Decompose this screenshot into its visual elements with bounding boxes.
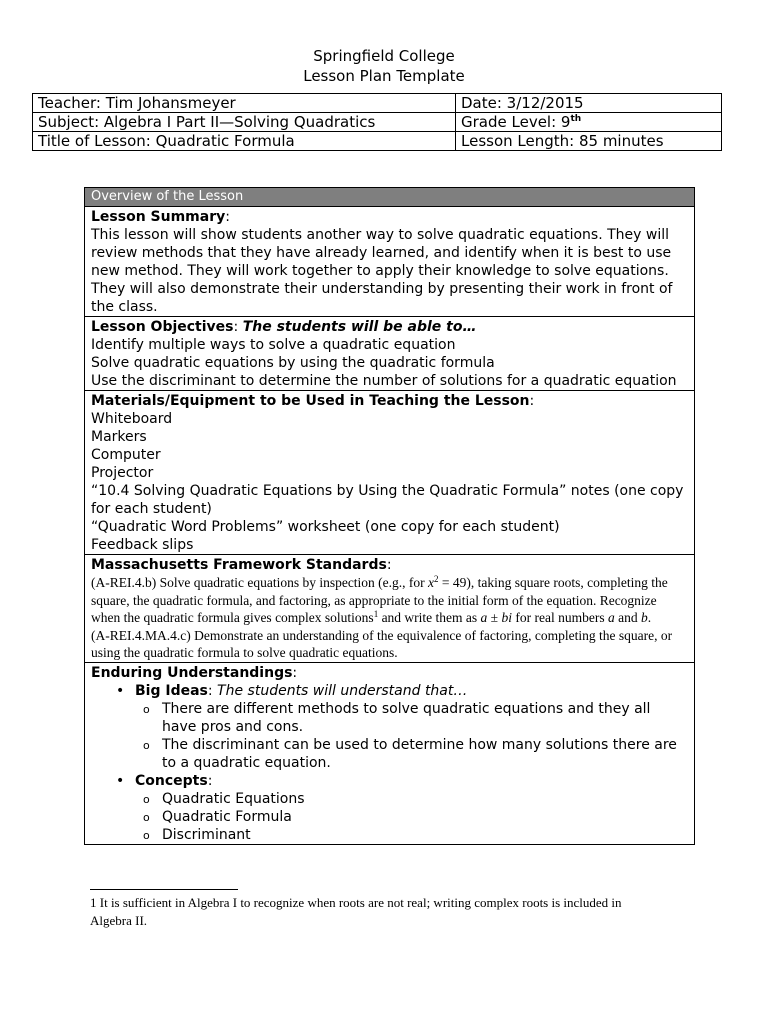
footnote-separator (90, 889, 238, 890)
lesson-info-table (32, 93, 722, 151)
template-name: Lesson Plan Template (303, 67, 465, 85)
concept-item: o Discriminant (91, 826, 688, 844)
college-name: Springfield College (313, 47, 455, 65)
grade-superscript: th (570, 114, 582, 124)
concept-item: o Quadratic Formula (91, 808, 688, 826)
lesson-length-cell: Lesson Length: 85 minutes (456, 132, 722, 151)
material-item: “Quadratic Word Problems” worksheet (one copy for each student) (91, 519, 560, 535)
grade-cell (456, 113, 722, 132)
summary-label: Lesson Summary (91, 209, 226, 225)
page-title (0, 46, 768, 86)
objective-item: Use the discriminant to determine the number of solutions for a quadratic equation (91, 373, 677, 389)
objectives-intro: The students will be able to… (242, 319, 477, 335)
objective-item: Identify multiple ways to solve a quadratic equation (91, 337, 456, 353)
material-item: Feedback slips (91, 537, 194, 553)
big-ideas-bullet: • Big Ideas: The students will understand that… o There are different methods to solve quadratic equations and they all have pros and cons. o The discriminant can be used to determine how many solutions there are to a quadratic equation. (91, 682, 688, 772)
material-item: “10.4 Solving Quadratic Equations by Using the Quadratic Formula” notes (one copy for each student) (91, 483, 684, 517)
lesson-title-cell: Title of Lesson: Quadratic Formula (33, 132, 456, 151)
teacher-cell: Teacher: Tim Johansmeyer (33, 94, 456, 113)
standards-label: Massachusetts Framework Standards (91, 557, 387, 573)
concepts-bullet: • Concepts: o Quadratic Equations o Quadratic Formula o Discriminant (91, 772, 688, 844)
big-ideas-label: Big Ideas (135, 682, 208, 699)
grade-label: Grade Level: 9 (461, 113, 571, 131)
standard-a-rei-4-b: (A-REI.4.b) Solve quadratic equations by inspection (e.g., for $x^2 = 49$), taking square roots, completing the square, the quadratic formula, and factoring, as appropriate to the initial form of the equation. Recognize when the quadratic formula gives complex solutions$^1$ and write them as a ± bi for real numbers a and b. (91, 574, 668, 625)
big-ideas-intro: The students will understand that… (217, 682, 468, 699)
material-item: Projector (91, 465, 154, 481)
materials-section: Materials/Equipment to be Used in Teaching the Lesson: Whiteboard Markers Computer Projector “10.4 Solving Quadratic Equations by Using the Quadratic Formula” notes (one copy for each student) “Quadratic Word Problems” worksheet (one copy for each student) Feedback slips (85, 390, 694, 554)
subject-cell: Subject: Algebra I Part II—Solving Quadratics (33, 113, 456, 132)
concept-item: o Quadratic Equations (91, 790, 688, 808)
material-item: Computer (91, 447, 161, 463)
material-item: Whiteboard (91, 411, 173, 427)
enduring-understandings-section: Enduring Understandings: • Big Ideas: The students will understand that… o There are different methods to solve quadratic equations and they all have pros and cons. o The discriminant can be used to determine how many solutions there are to a quadratic equation. • Concepts: o Quadratic Equations o Quadratic Formula o Discriminant (85, 662, 694, 844)
understandings-label: Enduring Understandings (91, 664, 293, 681)
big-idea-item: o There are different methods to solve quadratic equations and they all have pros and cons. (91, 700, 688, 736)
objectives-label: Lesson Objectives (91, 319, 234, 335)
lesson-overview-table (84, 187, 695, 845)
standards-section: Massachusetts Framework Standards: (A-REI.4.b) Solve quadratic equations by inspection (e.g., for $x^2 = 49$), taking square roots, completing the square, the quadratic formula, and factoring, as appropriate to the initial form of the equation. Recognize when the quadratic formula gives complex solutions$^1$ and write them as a ± bi for real numbers a and b. (A-REI.4.MA.4.c) Demonstrate an understanding of the equivalence of factoring, completing the square, or using the quadratic formula to solve quadratic equations. (85, 554, 694, 662)
lesson-objectives-section: Lesson Objectives: The students will be able to… Identify multiple ways to solve a quadratic equation Solve quadratic equations by using the quadratic formula Use the discriminant to determine the number of solutions for a quadratic equation (85, 316, 694, 390)
concepts-label: Concepts (135, 772, 208, 789)
materials-label: Materials/Equipment to be Used in Teaching the Lesson (91, 393, 530, 409)
footnote: 1 It is sufficient in Algebra I to recognize when roots are not real; writing complex roots is included in Algebra II. (90, 895, 622, 928)
standard-a-rei-4-ma-4-c: (A-REI.4.MA.4.c) Demonstrate an understanding of the equivalence of factoring, completing the square, or using the quadratic formula to solve quadratic equations. (91, 627, 673, 660)
lesson-summary-section: Lesson Summary: This lesson will show students another way to solve quadratic equations. They will review methods that they have already learned, and identify when it is best to use new method. They will work together to apply their knowledge to solve equations. They will also demonstrate their understanding by presenting their work in front of the class. (85, 207, 694, 316)
objective-item: Solve quadratic equations by using the quadratic formula (91, 355, 495, 371)
material-item: Markers (91, 429, 147, 445)
summary-text: This lesson will show students another way to solve quadratic equations. They will review methods that they have already learned, and identify when it is best to use new method. They will work together to apply their knowledge to solve equations. They will also demonstrate their understanding by presenting their work in front of the class. (91, 227, 673, 315)
overview-header: Overview of the Lesson (85, 188, 694, 207)
date-cell: Date: 3/12/2015 (456, 94, 722, 113)
big-idea-item: o The discriminant can be used to determine how many solutions there are to a quadratic equation. (91, 736, 688, 772)
